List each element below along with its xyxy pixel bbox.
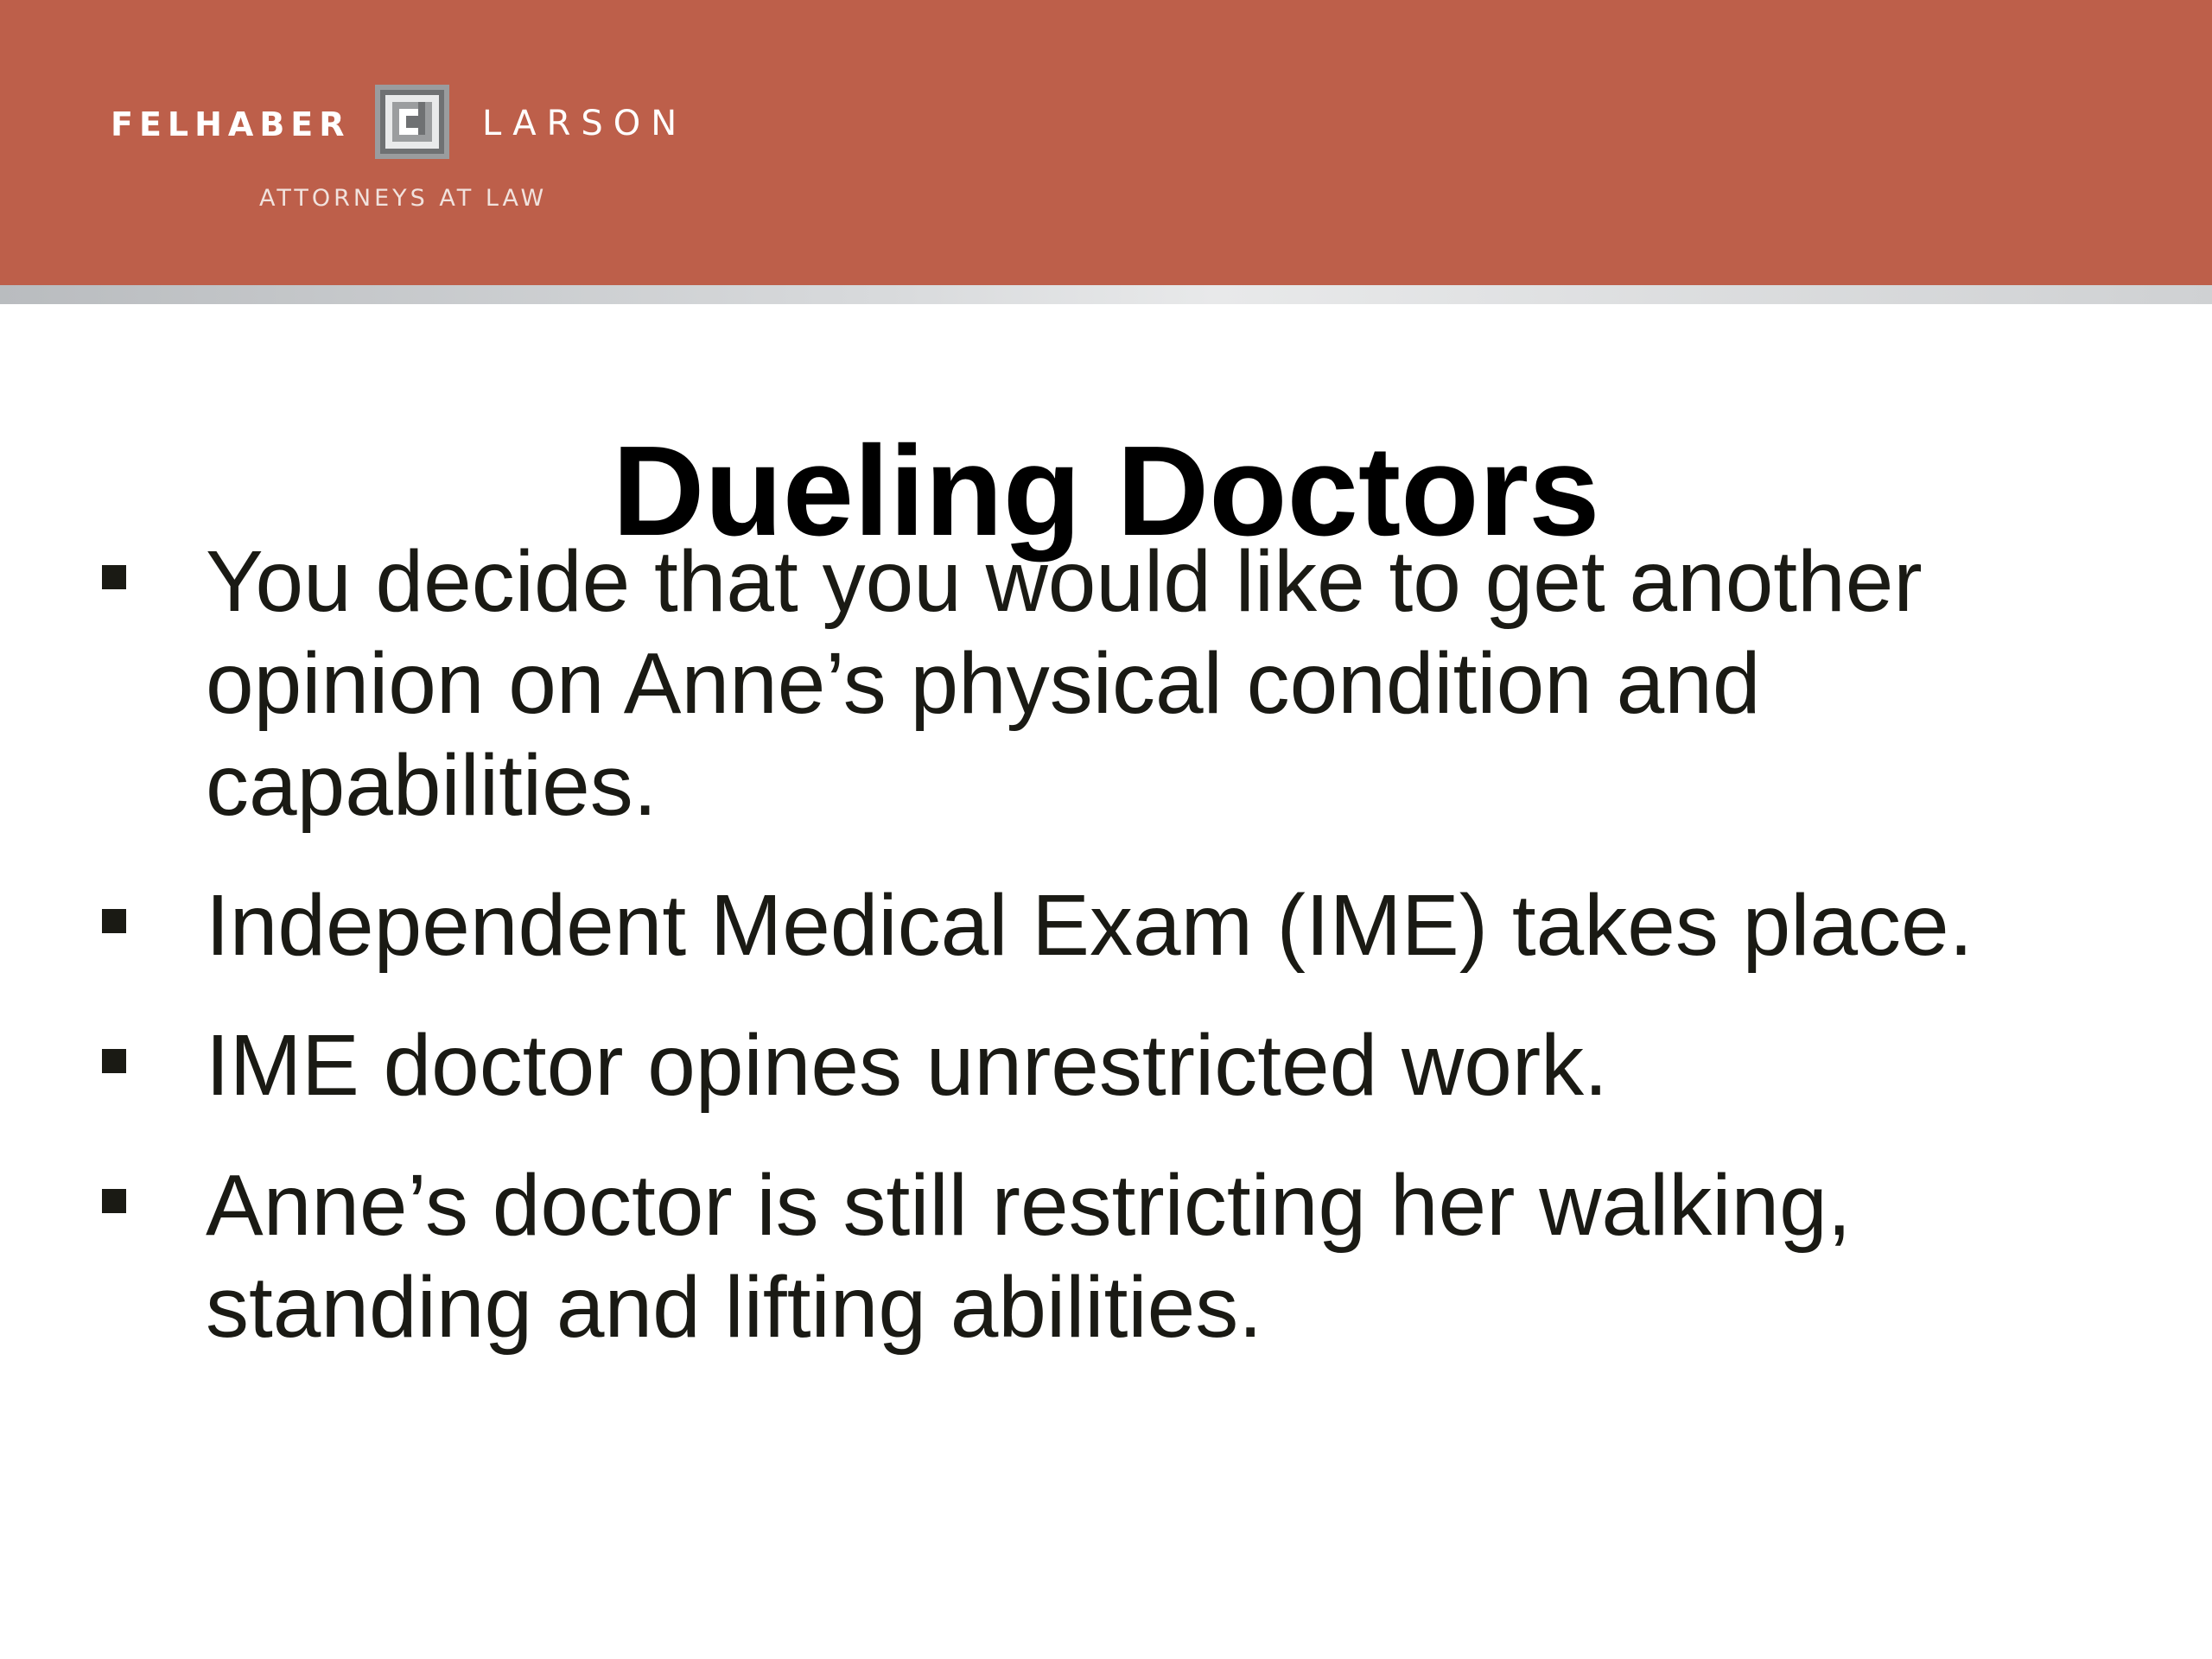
bullet-text: You decide that you would like to get another opinion on Anne’s physical condition and capabilities. — [206, 533, 1923, 834]
slide-title: Dueling Doctors — [612, 420, 1600, 563]
bullet-text: IME doctor opines unrestricted work. — [206, 1017, 1608, 1114]
bullet-text: Anne’s doctor is still restricting her walking, standing and lifting abilities. — [206, 1157, 1852, 1356]
bullet-text: Independent Medical Exam (IME) takes place. — [206, 877, 1974, 974]
logo-tagline: ATTORNEYS AT LAW — [259, 185, 548, 212]
square-bullet-icon — [102, 1049, 126, 1073]
logo-word-larson: LARSON — [482, 104, 688, 143]
logo-word-felhaber: FELHABER — [111, 105, 351, 143]
bullet-item — [0, 1014, 2212, 1116]
bullet-item — [0, 1154, 2212, 1358]
logo-mark-icon — [373, 83, 451, 161]
header-divider — [0, 285, 2212, 304]
bullet-item — [0, 531, 2212, 836]
bullet-list — [0, 531, 2212, 1396]
square-bullet-icon — [102, 565, 126, 589]
header-band — [0, 0, 2212, 285]
square-bullet-icon — [102, 909, 126, 933]
bullet-item — [0, 874, 2212, 976]
firm-logo — [111, 83, 698, 221]
square-bullet-icon — [102, 1189, 126, 1213]
